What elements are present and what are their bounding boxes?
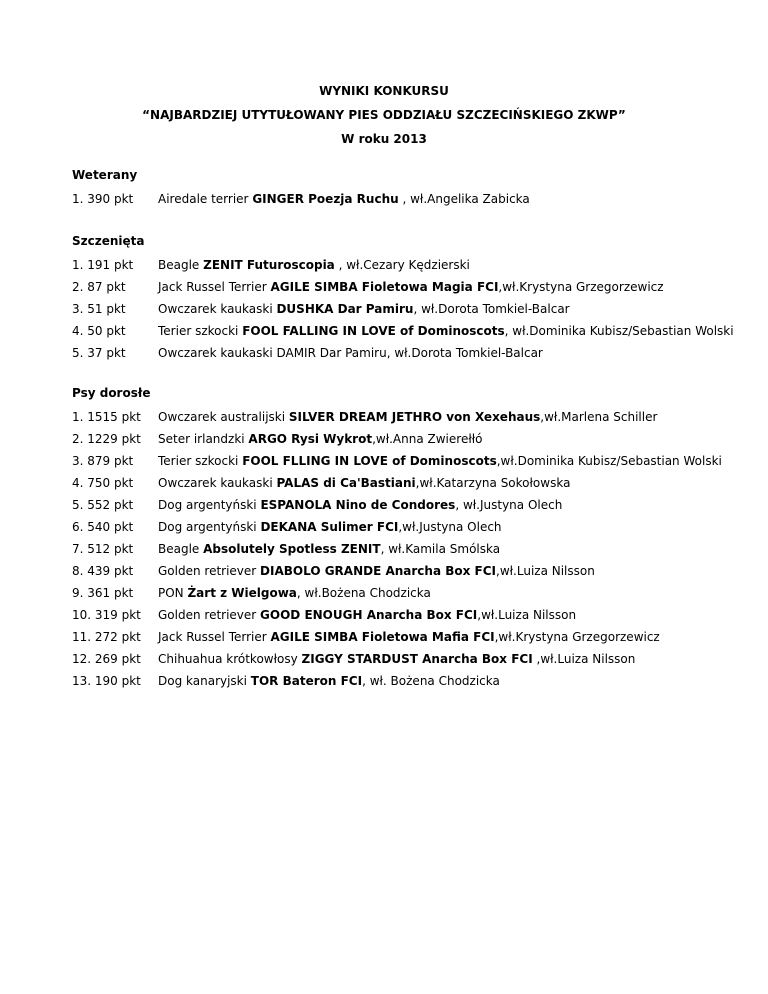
entry-text: Golden retriever DIABOLO GRANDE Anarcha Box FCI,wł.Luiza Nilsson [158,564,595,578]
entry-text: Terier szkocki FOOL FALLING IN LOVE of Dominoscots, wł.Dominika Kubisz/Sebastian Wolski [158,324,734,338]
section-title-szczenieta: Szczenięta [72,234,145,248]
score: 9. 361 pkt [72,586,134,600]
list-item [72,432,752,448]
list-item [72,476,752,492]
list-item [72,410,752,426]
entry-text: Owczarek kaukaski PALAS di Ca'Bastiani,wł.Katarzyna Sokołowska [158,476,571,490]
entry-text: Dog argentyński DEKANA Sulimer FCI,wł.Justyna Olech [158,520,502,534]
score: 12. 269 pkt [72,652,141,666]
score: 7. 512 pkt [72,542,134,556]
list-item [72,280,752,296]
list-item [72,652,752,668]
document-subtitle: “NAJBARDZIEJ UTYTUŁOWANY PIES ODDZIAŁU SZCZECIŃSKIEGO ZKWP” [142,108,626,122]
entry-text: Beagle ZENIT Futuroscopia , wł.Cezary Kędzierski [158,258,470,272]
entry-text: Owczarek australijski SILVER DREAM JETHRO von Xexehaus,wł.Marlena Schiller [158,410,658,424]
entry-text: Golden retriever GOOD ENOUGH Anarcha Box FCI,wł.Luiza Nilsson [158,608,577,622]
score: 13. 190 pkt [72,674,141,688]
list-item [72,324,752,340]
entry-text: Owczarek kaukaski DUSHKA Dar Pamiru, wł.Dorota Tomkiel-Balcar [158,302,570,316]
entry-text: Jack Russel Terrier AGILE SIMBA Fioletowa Magia FCI,wł.Krystyna Grzegorzewicz [158,280,664,294]
entry-text: Chihuahua krótkowłosy ZIGGY STARDUST Anarcha Box FCI ,wł.Luiza Nilsson [158,652,636,666]
score: 1. 390 pkt [72,192,134,206]
list-item [72,674,752,690]
entry-text: Owczarek kaukaski DAMIR Dar Pamiru, wł.Dorota Tomkiel-Balcar [158,346,543,360]
entry-text: Airedale terrier GINGER Poezja Ruchu , wł.Angelika Zabicka [158,192,530,206]
entry-text: Jack Russel Terrier AGILE SIMBA Fioletowa Mafia FCI,wł.Krystyna Grzegorzewicz [158,630,660,644]
score: 1. 191 pkt [72,258,134,272]
score: 5. 37 pkt [72,346,126,360]
list-item [72,586,752,602]
section-title-psy-dorosle: Psy dorosłe [72,386,151,400]
list-item [72,630,752,646]
score: 6. 540 pkt [72,520,134,534]
entry-text: PON Żart z Wielgowa, wł.Bożena Chodzicka [158,586,431,600]
score: 1. 1515 pkt [72,410,141,424]
score: 4. 750 pkt [72,476,134,490]
entry-text: Beagle Absolutely Spotless ZENIT, wł.Kamila Smólska [158,542,501,556]
entry-text: Seter irlandzki ARGO Rysi Wykrot,wł.Anna Zwierełłó [158,432,483,446]
list-item [72,498,752,514]
list-item [72,454,752,470]
score: 4. 50 pkt [72,324,126,338]
list-item [72,520,752,536]
score: 8. 439 pkt [72,564,134,578]
list-item [72,608,752,624]
list-item [72,258,752,274]
entry-text: Dog argentyński ESPANOLA Nino de Condores, wł.Justyna Olech [158,498,563,512]
score: 10. 319 pkt [72,608,141,622]
entry-text: Dog kanaryjski TOR Bateron FCI, wł. Bożena Chodzicka [158,674,500,688]
score: 5. 552 pkt [72,498,134,512]
score: 2. 87 pkt [72,280,126,294]
entry-text: Terier szkocki FOOL FLLING IN LOVE of Dominoscots,wł.Dominika Kubisz/Sebastian Wolski [158,454,722,468]
score: 2. 1229 pkt [72,432,141,446]
section-title-weterany: Weterany [72,168,138,182]
score: 3. 51 pkt [72,302,126,316]
score: 11. 272 pkt [72,630,141,644]
list-item [72,542,752,558]
list-item [72,302,752,318]
document-title: WYNIKI KONKURSU [319,84,449,98]
score: 3. 879 pkt [72,454,134,468]
document-year: W roku 2013 [341,132,427,146]
list-item [72,564,752,580]
list-item [72,346,752,362]
list-item [72,192,752,208]
